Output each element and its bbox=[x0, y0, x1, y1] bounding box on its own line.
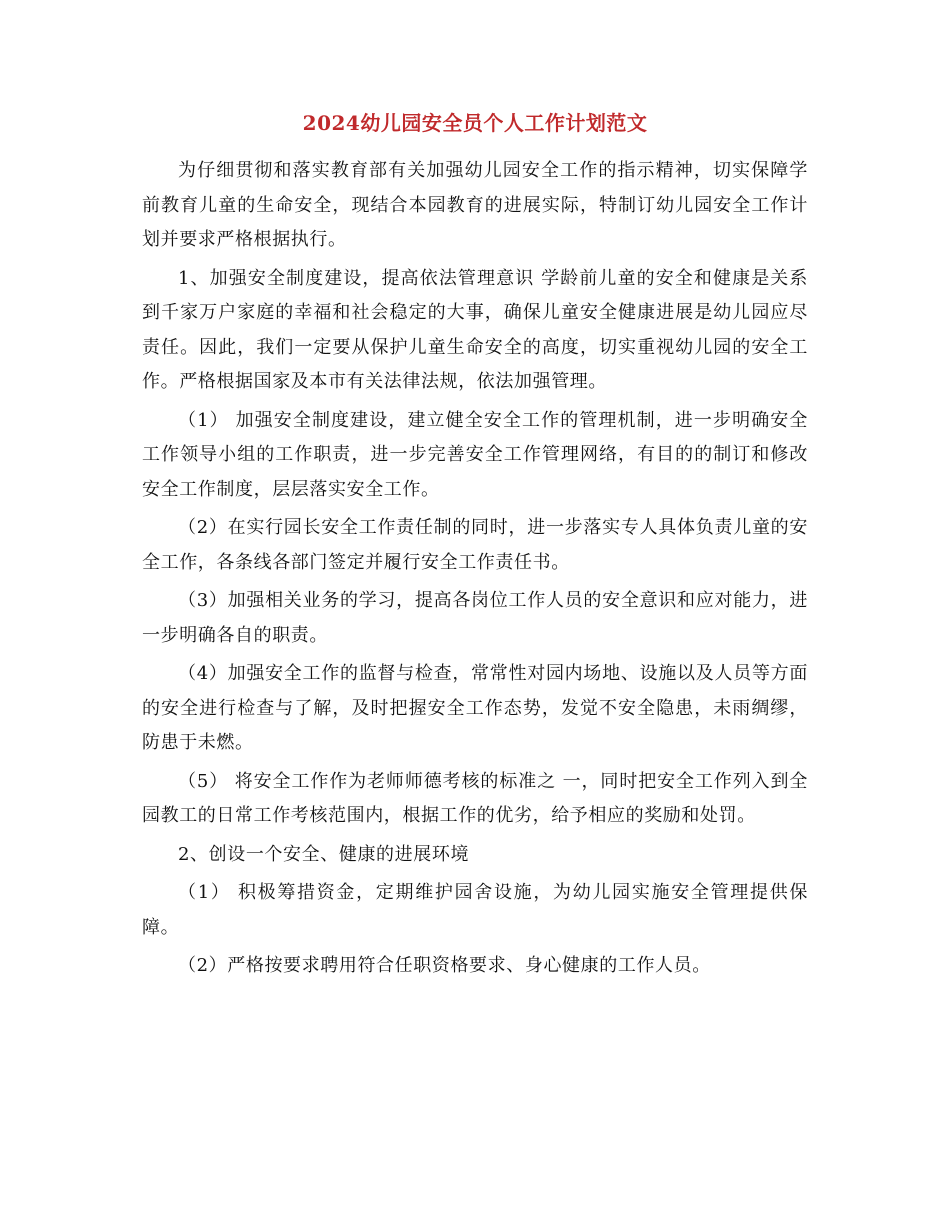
document-title: 2024幼儿园安全员个人工作计划范文 bbox=[302, 111, 648, 135]
paragraph-item-1-1: （1） 加强安全制度建设，建立健全安全工作的管理机制，进一步明确安全工作领导小组的工作职责，进一步完善安全工作管理网络，有目的的制订和修改安全工作制度，层层落实安全工作。 bbox=[142, 409, 808, 500]
paragraph-item-1-4: （4）加强安全工作的监督与检查，常常性对园内场地、设施以及人员等方面的安全进行检查与了解，及时把握安全工作态势，发觉不安全隐患，未雨绸缪，防患于未燃。 bbox=[142, 663, 808, 753]
paragraph-item-1-2: （2）在实行园长安全工作责任制的同时，进一步落实专人具体负责儿童的安全工作，各条线各部门签定并履行安全工作责任书。 bbox=[142, 517, 808, 573]
document-body bbox=[142, 108, 808, 988]
paragraph-section-2: 2、创设一个安全、健康的进展环境 bbox=[178, 843, 470, 865]
paragraph-section-1: 1、加强安全制度建设，提高依法管理意识 学龄前儿童的安全和健康是关系到千家万户家庭的幸福和社会稳定的大事，确保儿童安全健康进展是幼儿园应尽责任。因此，我们一定要从保护儿童生命安全的高度，切实重视幼儿园的安全工作。严格根据国家及本市有关法律法规，依法加强管理。 bbox=[142, 267, 808, 392]
paragraph-intro: 为仔细贯彻和落实教育部有关加强幼儿园安全工作的指示精神，切实保障学前教育儿童的生命安全，现结合本园教育的进展实际，特制订幼儿园安全工作计划并要求严格根据执行。 bbox=[142, 160, 808, 250]
paragraph-item-2-1: （1） 积极筹措资金，定期维护园舍设施，为幼儿园实施安全管理提供保障。 bbox=[142, 882, 808, 938]
paragraph-item-2-2: （2）严格按要求聘用符合任职资格要求、身心健康的工作人员。 bbox=[178, 955, 711, 976]
paragraph-item-1-5: （5） 将安全工作作为老师师德考核的标准之 一，同时把安全工作列入到全园教工的日常工作考核范围内，根据工作的优劣，给予相应的奖励和处罚。 bbox=[142, 770, 808, 826]
paragraph-item-1-3: （3）加强相关业务的学习，提高各岗位工作人员的安全意识和应对能力，进一步明确各自的职责。 bbox=[142, 590, 808, 646]
